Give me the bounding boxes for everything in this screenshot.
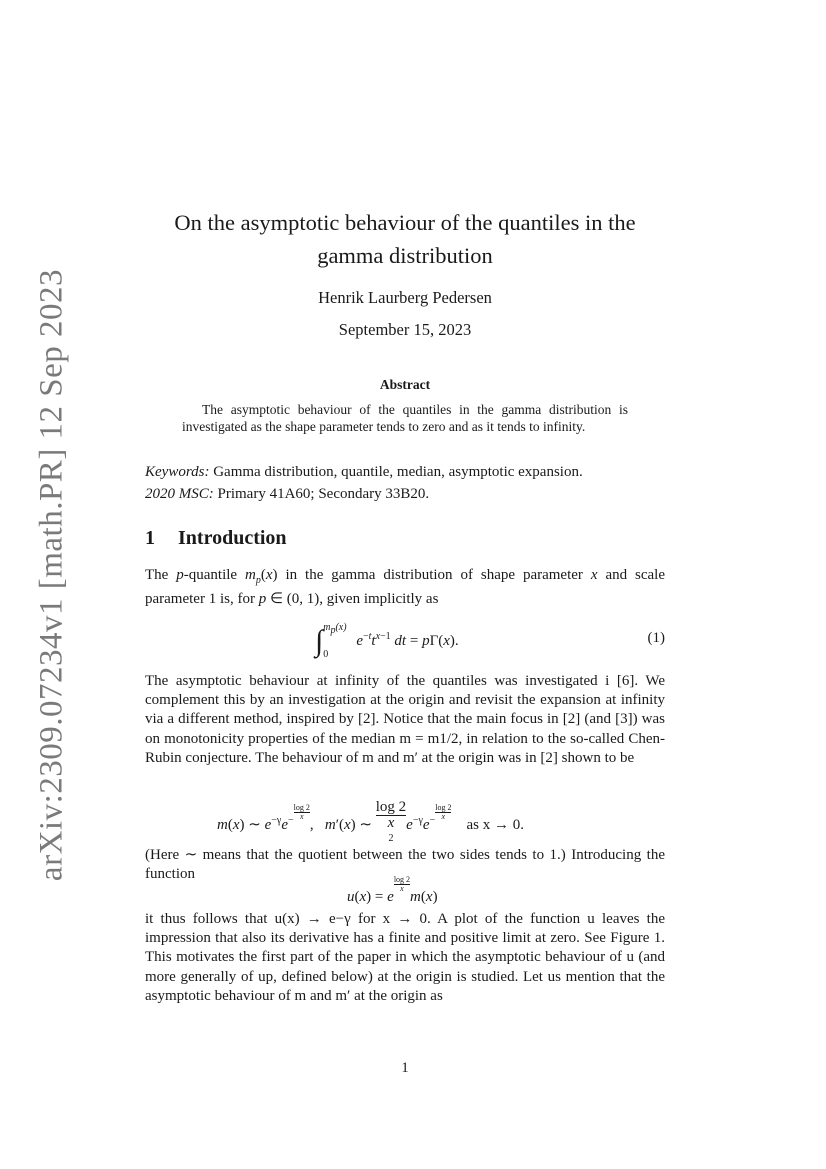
abstract-text: The asymptotic behaviour of the quantiles in the gamma distribution is investigated as the shape parameter tends to zero and as it tends to infinity. [182, 402, 628, 434]
title-line-2: gamma distribution [317, 243, 493, 268]
author-name: Henrik Laurberg Pedersen [318, 288, 492, 307]
equation-1: ∫ $m_p(x)$ 0 $e^{-t}t^{x-1}$ dt = pΓ(x). (1) [315, 622, 665, 660]
equation-1-number: (1) [647, 630, 665, 646]
keywords-text: Gamma distribution, quantile, median, asymptotic expansion. [213, 464, 583, 480]
page-number: 1 [401, 1060, 409, 1076]
intro-paragraph-4: it thus follows that u(x) → e−γ for x → 0. A plot of the function u leaves the impression that also its derivative has a finite and positive limit at zero. See Figure 1. This motivates the first part of the paper in which the asymptotic behaviour of u (and more generally of up, defined below) at the origin is studied. Let us mention that the asymptotic behaviour of m and m′ at the origin as [145, 911, 665, 1004]
equation-3: u(x) = e $^{\frac{\log 2}{x}}$ m(x) [347, 875, 438, 905]
title-line-1: On the asymptotic behaviour of the quantiles in the [174, 210, 636, 235]
section-heading [145, 527, 287, 550]
section-title: Introduction [178, 527, 287, 549]
equation-2-tail: as x → 0. [466, 816, 524, 833]
intro-paragraph-1: The p-quantile $m_p(x)$ in the gamma distribution of shape parameter x and scale parameter 1 is, for p ∈ (0, 1), given implicitly as [145, 567, 666, 608]
msc-text: Primary 41A60; Secondary 33B20. [217, 486, 430, 502]
abstract-heading: Abstract [379, 377, 431, 392]
equation-2: m(x) ∼ $e^{-\gamma}e^{- \frac{\log 2}{x}}$ , m′(x) ∼ log 2 x $^2$ $e^{-\gamma}e^{- \frac{\log 2}{x}}$ as x → 0. [217, 799, 524, 844]
section-number: 1 [145, 527, 155, 549]
paper-date: September 15, 2023 [338, 320, 472, 339]
msc-label: 2020 MSC: [145, 486, 214, 502]
intro-paragraph-3: (Here ∼ means that the quotient between the two sides tends to 1.) Introducing the function [145, 847, 665, 883]
paper-title [145, 206, 665, 272]
arxiv-stamp: arXiv:2309.07234v1 [math.PR] 12 Sep 2023 [33, 268, 70, 882]
msc-line [145, 486, 665, 503]
keywords-label: Keywords: [145, 464, 210, 480]
keywords-line [145, 464, 665, 481]
intro-paragraph-2: The asymptotic behaviour at infinity of the quantiles was investigated i [6]. We complement this by an investigation at the origin and revisit the expansion at infinity via a different method, inspired by [2]. Notice that the main focus in [2] (and [3]) was on monotonicity properties of the median m = m1/2, in relation to the so-called Chen-Rubin conjecture. The behaviour of m and m′ at the origin was in [2] shown to be [145, 673, 665, 766]
